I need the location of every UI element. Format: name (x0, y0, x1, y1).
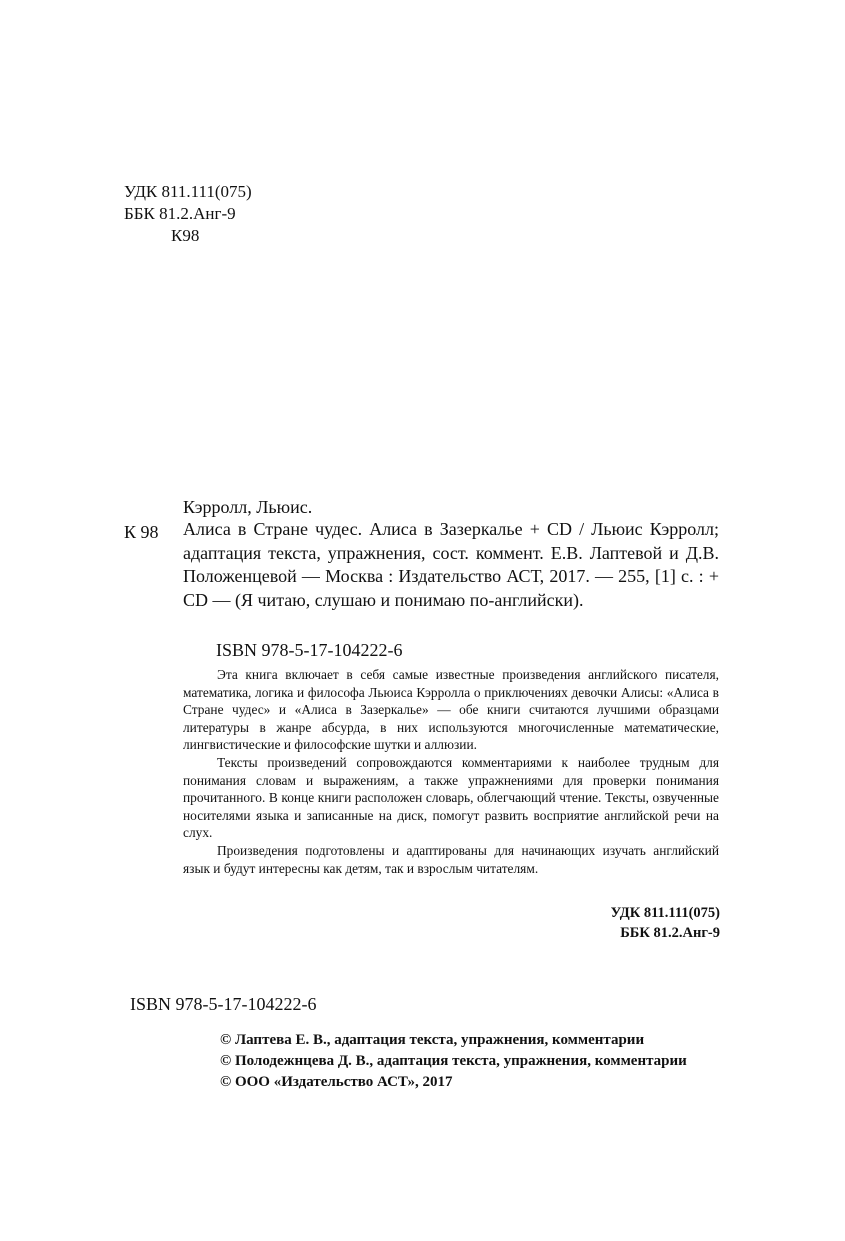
bibliographic-description: Алиса в Стране чудес. Алиса в Зазеркалье + CD / Льюис Кэрролл; адаптация текста, упражнения, сост. коммент. Е.В. Лаптевой и Д.В. Положенцевой — Москва : Издательство АСТ, 2017. — 255, [1] с. : + CD — (Я читаю, слушаю и понимаю по-английски). (183, 519, 719, 610)
copyright-line: © Полодежнцева Д. В., адаптация текста, упражнения, комментарии (220, 1053, 687, 1069)
annotation-paragraph: Произведения подготовлены и адаптированы для начинающих изучать английский язык и будут интересны как детям, так и взрослым читателям. (183, 842, 719, 876)
copyright-line: © Лаптева Е. В., адаптация текста, упражнения, комментарии (220, 1032, 645, 1048)
annotation-paragraph: Тексты произведений сопровождаются комментариями к наиболее трудным для понимания словам и выражениям, а также упражнениями для проверки понимания прочитанного. В конце книги расположен словарь, облегчающий чтение. Тексты, озвученные носителями языка и записанные на диск, помогут развить восприятие английской речи на слух. (183, 754, 719, 841)
udk-code-bottom: УДК 811.111(075) (610, 905, 720, 921)
author-heading: Кэрролл, Льюис. (183, 497, 313, 517)
annotation (183, 666, 719, 877)
classification-bottom (570, 903, 720, 943)
cutter-code: К 98 (124, 522, 159, 542)
bbk-code-bottom: ББК 81.2.Анг-9 (620, 925, 720, 941)
udk-code: УДК 811.111(075) (124, 182, 252, 201)
classification-block (124, 181, 252, 247)
isbn-main: ISBN 978-5-17-104222-6 (216, 640, 403, 660)
bbk-code: ББК 81.2.Анг-9 (124, 204, 236, 223)
annotation-paragraph: Эта книга включает в себя самые известные произведения английского писателя, математика, логика и философа Льюиса Кэрролла о приключениях девочки Алисы: «Алиса в Стране чудес» и «Алиса в Зазеркалье» — обе книги считаются лучшими образцами литературы в жанре абсурда, в них используются многочисленные математические, лингвистические и философские шутки и аллюзии. (183, 667, 719, 753)
copyright-block (220, 1030, 687, 1093)
copyright-line: © ООО «Издательство АСТ», 2017 (220, 1074, 453, 1090)
isbn-bottom: ISBN 978-5-17-104222-6 (130, 994, 317, 1014)
author-sign: К98 (171, 226, 200, 245)
